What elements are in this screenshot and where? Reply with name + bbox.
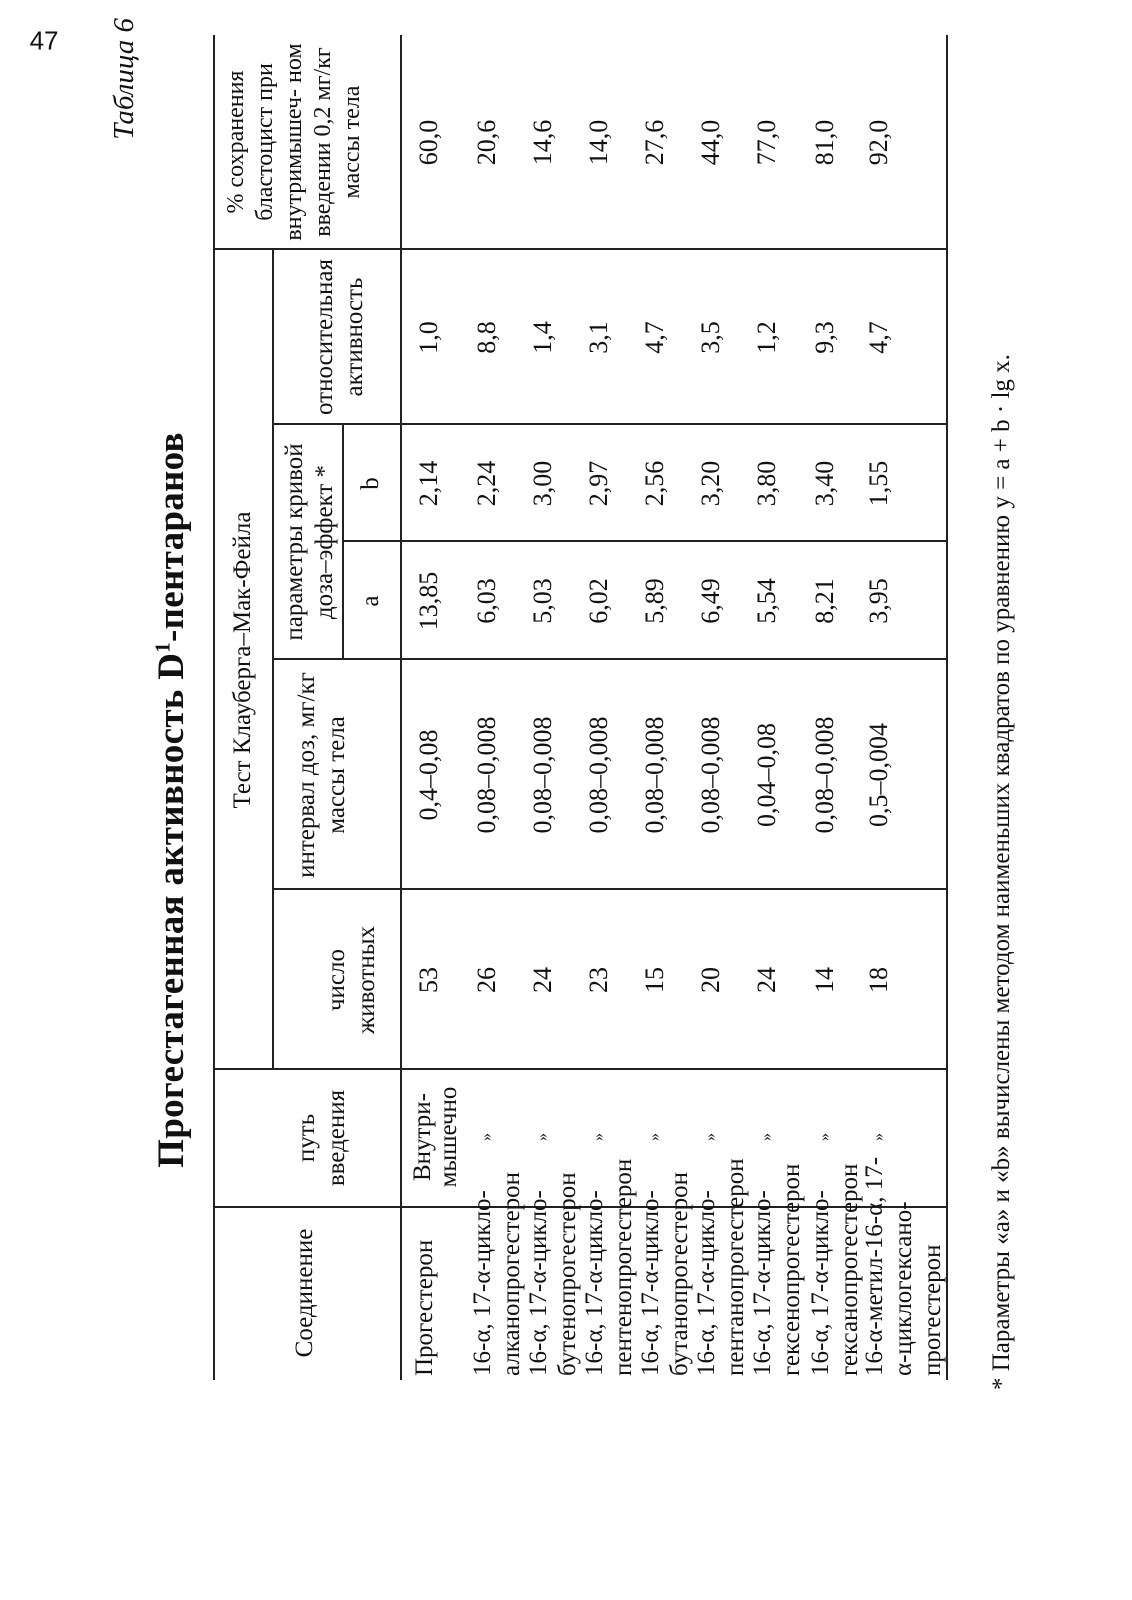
row-dose-range: 0,08–0,008 [528,716,557,834]
row-dose-range: 0,08–0,008 [696,716,725,834]
row-compound: 16-α, 17-α-цикло- бутенопрогестерон [525,1172,581,1376]
row-route: » [646,1133,663,1141]
row-param-b: 3,20 [696,460,725,507]
row-param-a: 6,49 [696,578,725,624]
row-animal-count: 20 [696,967,725,993]
row-dose-range: 0,08–0,008 [810,716,839,834]
title-superscript: 1 [150,641,175,653]
row-param-a: 3,95 [864,578,893,624]
row-route: » [870,1133,887,1141]
row-preservation-pct: 20,6 [472,119,501,166]
row-param-a: 6,02 [584,578,613,624]
row-dose-range: 0,08–0,008 [472,716,501,834]
row-compound: Прогестерон [411,1239,438,1376]
header-compound: Соединение [291,1228,318,1358]
header-a: a [357,595,384,607]
title-main: Прогестагенная активность D [151,652,192,1168]
row-compound: 16-α, 17-α-цикло- пентанопрогестерон [693,1158,749,1376]
row-relative-activity: 4,7 [864,321,893,354]
table-label: Таблица 6 [108,18,140,140]
header-bottom-rule [400,35,402,1380]
row-dose-range: 0,4–0,08 [414,729,443,821]
row-param-b: 2,56 [640,460,669,507]
row-compound: 16-α, 17-α-цикло- гексенопрогестерон [749,1163,805,1376]
page-title [150,250,193,1350]
row-animal-count: 26 [472,967,501,993]
header-curve-params: параметры кривой доза–эффект * [281,443,338,641]
row-dose-range: 0,08–0,008 [640,716,669,834]
row-relative-activity: 1,4 [528,321,557,354]
row-preservation-pct: 77,0 [752,119,781,166]
row-route: » [534,1133,551,1141]
table-top-rule [213,35,215,1380]
row-param-a: 5,54 [752,578,781,624]
header-blastocyst-preservation: % сохранения бластоцист при внутримышеч- ном введении 0,2 мг/кг массы тела [223,43,365,241]
title-suffix: -пентаранов [151,432,192,642]
row-route: » [702,1133,719,1141]
row-animal-count: 14 [810,967,839,993]
row-animal-count: 18 [864,967,893,993]
row-param-b: 3,40 [810,460,839,507]
row-route: » [758,1133,775,1141]
row-compound: 16-α, 17-α-цикло- бутанопрогестерон [637,1172,693,1376]
row-compound: 16-α-метил-16-α, 17-α-циклогексано- прогестерон [861,1156,946,1376]
row-dose-range: 0,5–0,004 [864,723,893,827]
row-route: » [590,1133,607,1141]
header-route: путь введения [293,1089,350,1187]
header-b: b [357,477,384,490]
row-dose-range: 0,04–0,08 [752,723,781,827]
row-param-b: 1,55 [864,460,893,507]
row-param-b: 3,80 [752,460,781,507]
row-preservation-pct: 14,0 [584,119,613,166]
row-param-a: 5,89 [640,578,669,624]
row-preservation-pct: 92,0 [864,119,893,166]
row-preservation-pct: 14,6 [528,119,557,166]
header-animals: число животных [323,925,380,1035]
page-number: 47 [29,25,59,56]
row-animal-count: 24 [752,967,781,993]
row-preservation-pct: 81,0 [810,119,839,166]
row-preservation-pct: 60,0 [414,119,443,166]
row-preservation-pct: 27,6 [640,119,669,166]
row-param-b: 2,14 [414,460,443,507]
row-animal-count: 23 [584,967,613,993]
row-compound: 16-α, 17-α-цикло- гексанопрогестерон [807,1163,863,1376]
row-relative-activity: 3,5 [696,321,725,354]
row-dose-range: 0,08–0,008 [584,716,613,834]
curve-header-rule [342,425,344,660]
row-param-b: 2,24 [472,460,501,507]
row-relative-activity: 1,2 [752,321,781,354]
row-relative-activity: 9,3 [810,321,839,354]
row-route: » [478,1133,495,1141]
row-animal-count: 53 [414,967,443,993]
row-relative-activity: 3,1 [584,321,613,354]
row-compound: 16-α, 17-α-цикло- пентенопрогестерон [581,1158,637,1376]
row-animal-count: 24 [528,967,557,993]
row-relative-activity: 8,8 [472,321,501,354]
header-dose-range: интервал доз, мг/кг массы тела [293,672,350,878]
row-param-a: 6,03 [472,578,501,624]
row-preservation-pct: 44,0 [696,119,725,166]
footnote: * Параметры «a» и «b» вычислены методом наименьших квадратов по уравнению y = a + b · lg x. [988,354,1015,1390]
row-param-a: 13,85 [414,571,443,631]
row-param-a: 5,03 [528,578,557,624]
row-relative-activity: 4,7 [640,321,669,354]
row-route: » [816,1133,833,1141]
header-relative-activity: относительная активность [311,259,368,415]
row-param-a: 8,21 [810,578,839,624]
group-header-rule [272,250,274,1070]
row-route: Внутри- мышечно [409,1086,462,1188]
row-compound: 16-α, 17-α-цикло- алканопрогестерон [469,1171,525,1376]
row-param-b: 3,00 [528,460,557,507]
header-test-group: Тест Клауберга–Мак-Фейла [229,511,256,809]
row-animal-count: 15 [640,967,669,993]
row-relative-activity: 1,0 [414,321,443,354]
row-param-b: 2,97 [584,460,613,507]
